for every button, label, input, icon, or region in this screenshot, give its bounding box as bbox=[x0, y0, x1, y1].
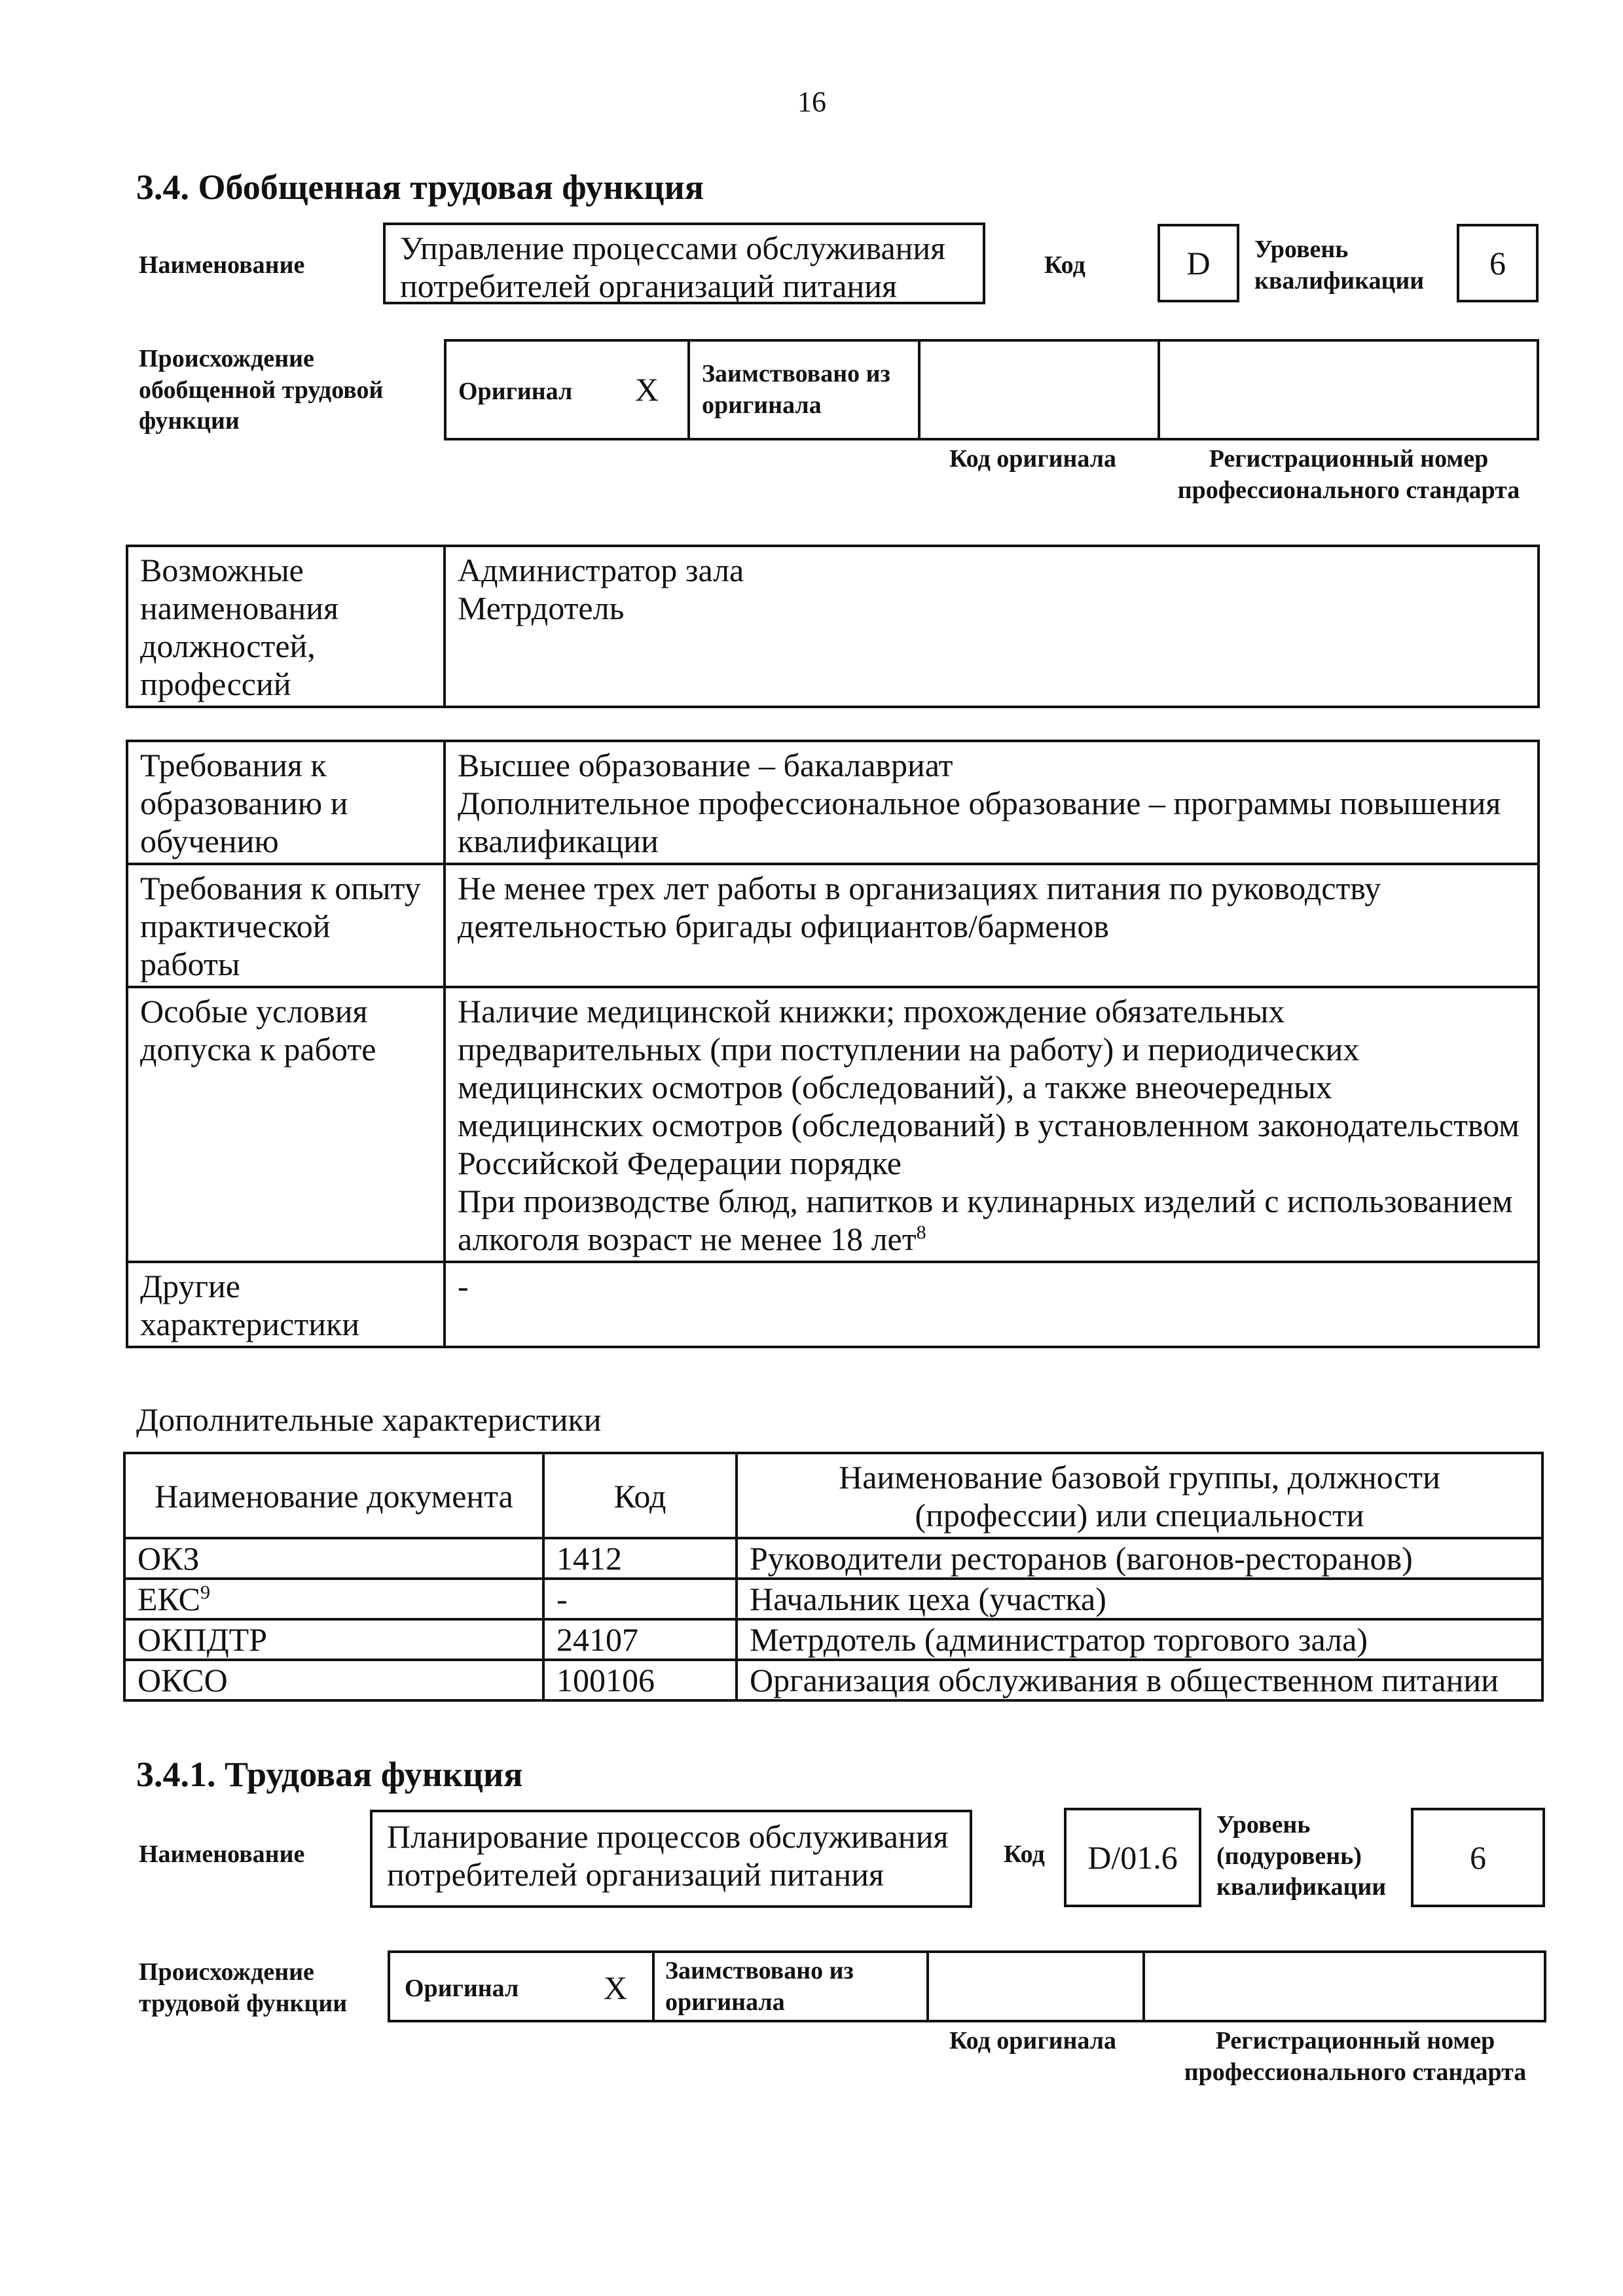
sub-code-value: D/01.6 bbox=[1087, 1839, 1178, 1876]
origin-label: Происхождение обобщенной трудовой функции bbox=[139, 345, 384, 435]
row-doc: ОКПДТР bbox=[124, 1619, 543, 1660]
origin-divider-2 bbox=[918, 339, 921, 440]
reg-number-caption: Регистрационный номер профессионального стандарта bbox=[1177, 445, 1520, 504]
subsection-title: 3.4.1. Трудовая функция bbox=[136, 1755, 523, 1794]
req-value-education: Высшее образование – бакалавриат Дополнительное профессиональное образование – программы повышения квалификации bbox=[445, 741, 1539, 864]
origin-divider-1 bbox=[687, 339, 690, 440]
orig-code-caption: Код оригинала bbox=[949, 445, 1117, 473]
row-doc: ОКСО bbox=[124, 1660, 543, 1700]
header-code: Код bbox=[543, 1453, 737, 1538]
req-label-special: Особые условия допуска к работе bbox=[127, 987, 445, 1262]
row-name: Организация обслуживания в общественном питании bbox=[737, 1660, 1542, 1700]
position-item: Метрдотель bbox=[458, 590, 625, 626]
sub-level-value-box bbox=[1411, 1808, 1545, 1907]
sub-name-value-box bbox=[370, 1810, 972, 1908]
original-mark: X bbox=[635, 371, 659, 408]
position-item: Администратор зала bbox=[458, 552, 744, 588]
sub-origin-divider-2 bbox=[926, 1950, 929, 2022]
req-label-education: Требования к образованию и обучению bbox=[127, 741, 445, 864]
sub-name-label: Наименование bbox=[139, 1840, 305, 1868]
table-row bbox=[124, 1619, 1542, 1660]
row-doc-text: ЕКС bbox=[137, 1581, 200, 1617]
requirements-table bbox=[126, 740, 1540, 1348]
code-label: Код bbox=[1044, 251, 1085, 279]
footnote-9: 9 bbox=[200, 1581, 210, 1604]
table-row bbox=[124, 1579, 1542, 1619]
row-code: 1412 bbox=[543, 1538, 737, 1579]
table-row bbox=[124, 1660, 1542, 1700]
header-document: Наименование документа bbox=[124, 1453, 543, 1538]
sub-original-mark: X bbox=[604, 1969, 628, 2006]
positions-values bbox=[445, 546, 1539, 707]
footnote-8: 8 bbox=[916, 1221, 926, 1244]
sub-origin-divider-3 bbox=[1142, 1950, 1145, 2022]
sub-origin-table bbox=[388, 1950, 1546, 2022]
req-label-other: Другие характеристики bbox=[127, 1262, 445, 1347]
req-value-special bbox=[445, 987, 1539, 1262]
sub-level-value: 6 bbox=[1470, 1839, 1486, 1876]
header-group: Наименование базовой группы, должности (профессии) или специальности bbox=[737, 1453, 1542, 1538]
req-value-experience: Не менее трех лет работы в организациях питания по руководству деятельностью бригады официантов/барменов bbox=[445, 864, 1539, 987]
sub-level-label: Уровень (подуровень) квалификации bbox=[1216, 1811, 1387, 1901]
level-label: Уровень квалификации bbox=[1254, 236, 1425, 295]
name-label: Наименование bbox=[139, 251, 305, 279]
code-value-box bbox=[1158, 224, 1239, 302]
origin-divider-3 bbox=[1158, 339, 1160, 440]
sub-code-value-box bbox=[1064, 1808, 1201, 1907]
page-number: 16 bbox=[797, 86, 826, 118]
row-name: Начальник цеха (участка) bbox=[737, 1579, 1542, 1619]
origin-table bbox=[444, 339, 1539, 440]
additional-title: Дополнительные характеристики bbox=[136, 1401, 602, 1438]
sub-reg-number-caption: Регистрационный номер профессионального стандарта bbox=[1184, 2027, 1527, 2086]
row-name: Руководители ресторанов (вагонов-ресторанов) bbox=[737, 1538, 1542, 1579]
req-value-other: - bbox=[445, 1262, 1539, 1347]
borrowed-label: Заимствовано из оригинала bbox=[702, 360, 890, 419]
level-value-box bbox=[1457, 224, 1539, 302]
original-label: Оригинал bbox=[458, 378, 573, 405]
sub-code-label: Код bbox=[1004, 1840, 1045, 1868]
level-value: 6 bbox=[1489, 245, 1506, 281]
code-value: D bbox=[1186, 245, 1211, 281]
name-value-box bbox=[383, 223, 985, 304]
row-doc bbox=[124, 1579, 543, 1619]
positions-table bbox=[126, 545, 1540, 708]
row-code: - bbox=[543, 1579, 737, 1619]
section-title: 3.4. Обобщенная трудовая функция bbox=[136, 168, 704, 207]
row-name: Метрдотель (администратор торгового зала) bbox=[737, 1619, 1542, 1660]
sub-original-label: Оригинал bbox=[405, 1975, 519, 2002]
req-special-text: Наличие медицинской книжки; прохождение обязательных предварительных (при поступлении на работу) и периодических медицинских осмотров (обследований), а также внеочередных медицинских осмотров (обследований) в установленном законодательством Российской Федерации порядке При производстве блюд, напитков и кулинарных изделий с использованием алкоголя возраст не менее 18 лет bbox=[458, 993, 1520, 1257]
sub-origin-label: Происхождение трудовой функции bbox=[139, 1958, 348, 2017]
sub-orig-code-caption: Код оригинала bbox=[949, 2027, 1117, 2054]
row-code: 24107 bbox=[543, 1619, 737, 1660]
additional-table bbox=[123, 1452, 1544, 1702]
sub-name-value: Планирование процессов обслуживания потребителей организаций питания bbox=[387, 1818, 949, 1893]
sub-origin-divider-1 bbox=[652, 1950, 655, 2022]
table-row bbox=[124, 1538, 1542, 1579]
row-doc: ОКЗ bbox=[124, 1538, 543, 1579]
positions-label: Возможные наименования должностей, профессий bbox=[127, 546, 445, 707]
name-value: Управление процессами обслуживания потребителей организаций питания bbox=[400, 230, 946, 304]
row-code: 100106 bbox=[543, 1660, 737, 1700]
sub-borrowed-label: Заимствовано из оригинала bbox=[665, 1957, 854, 2016]
req-label-experience: Требования к опыту практической работы bbox=[127, 864, 445, 987]
